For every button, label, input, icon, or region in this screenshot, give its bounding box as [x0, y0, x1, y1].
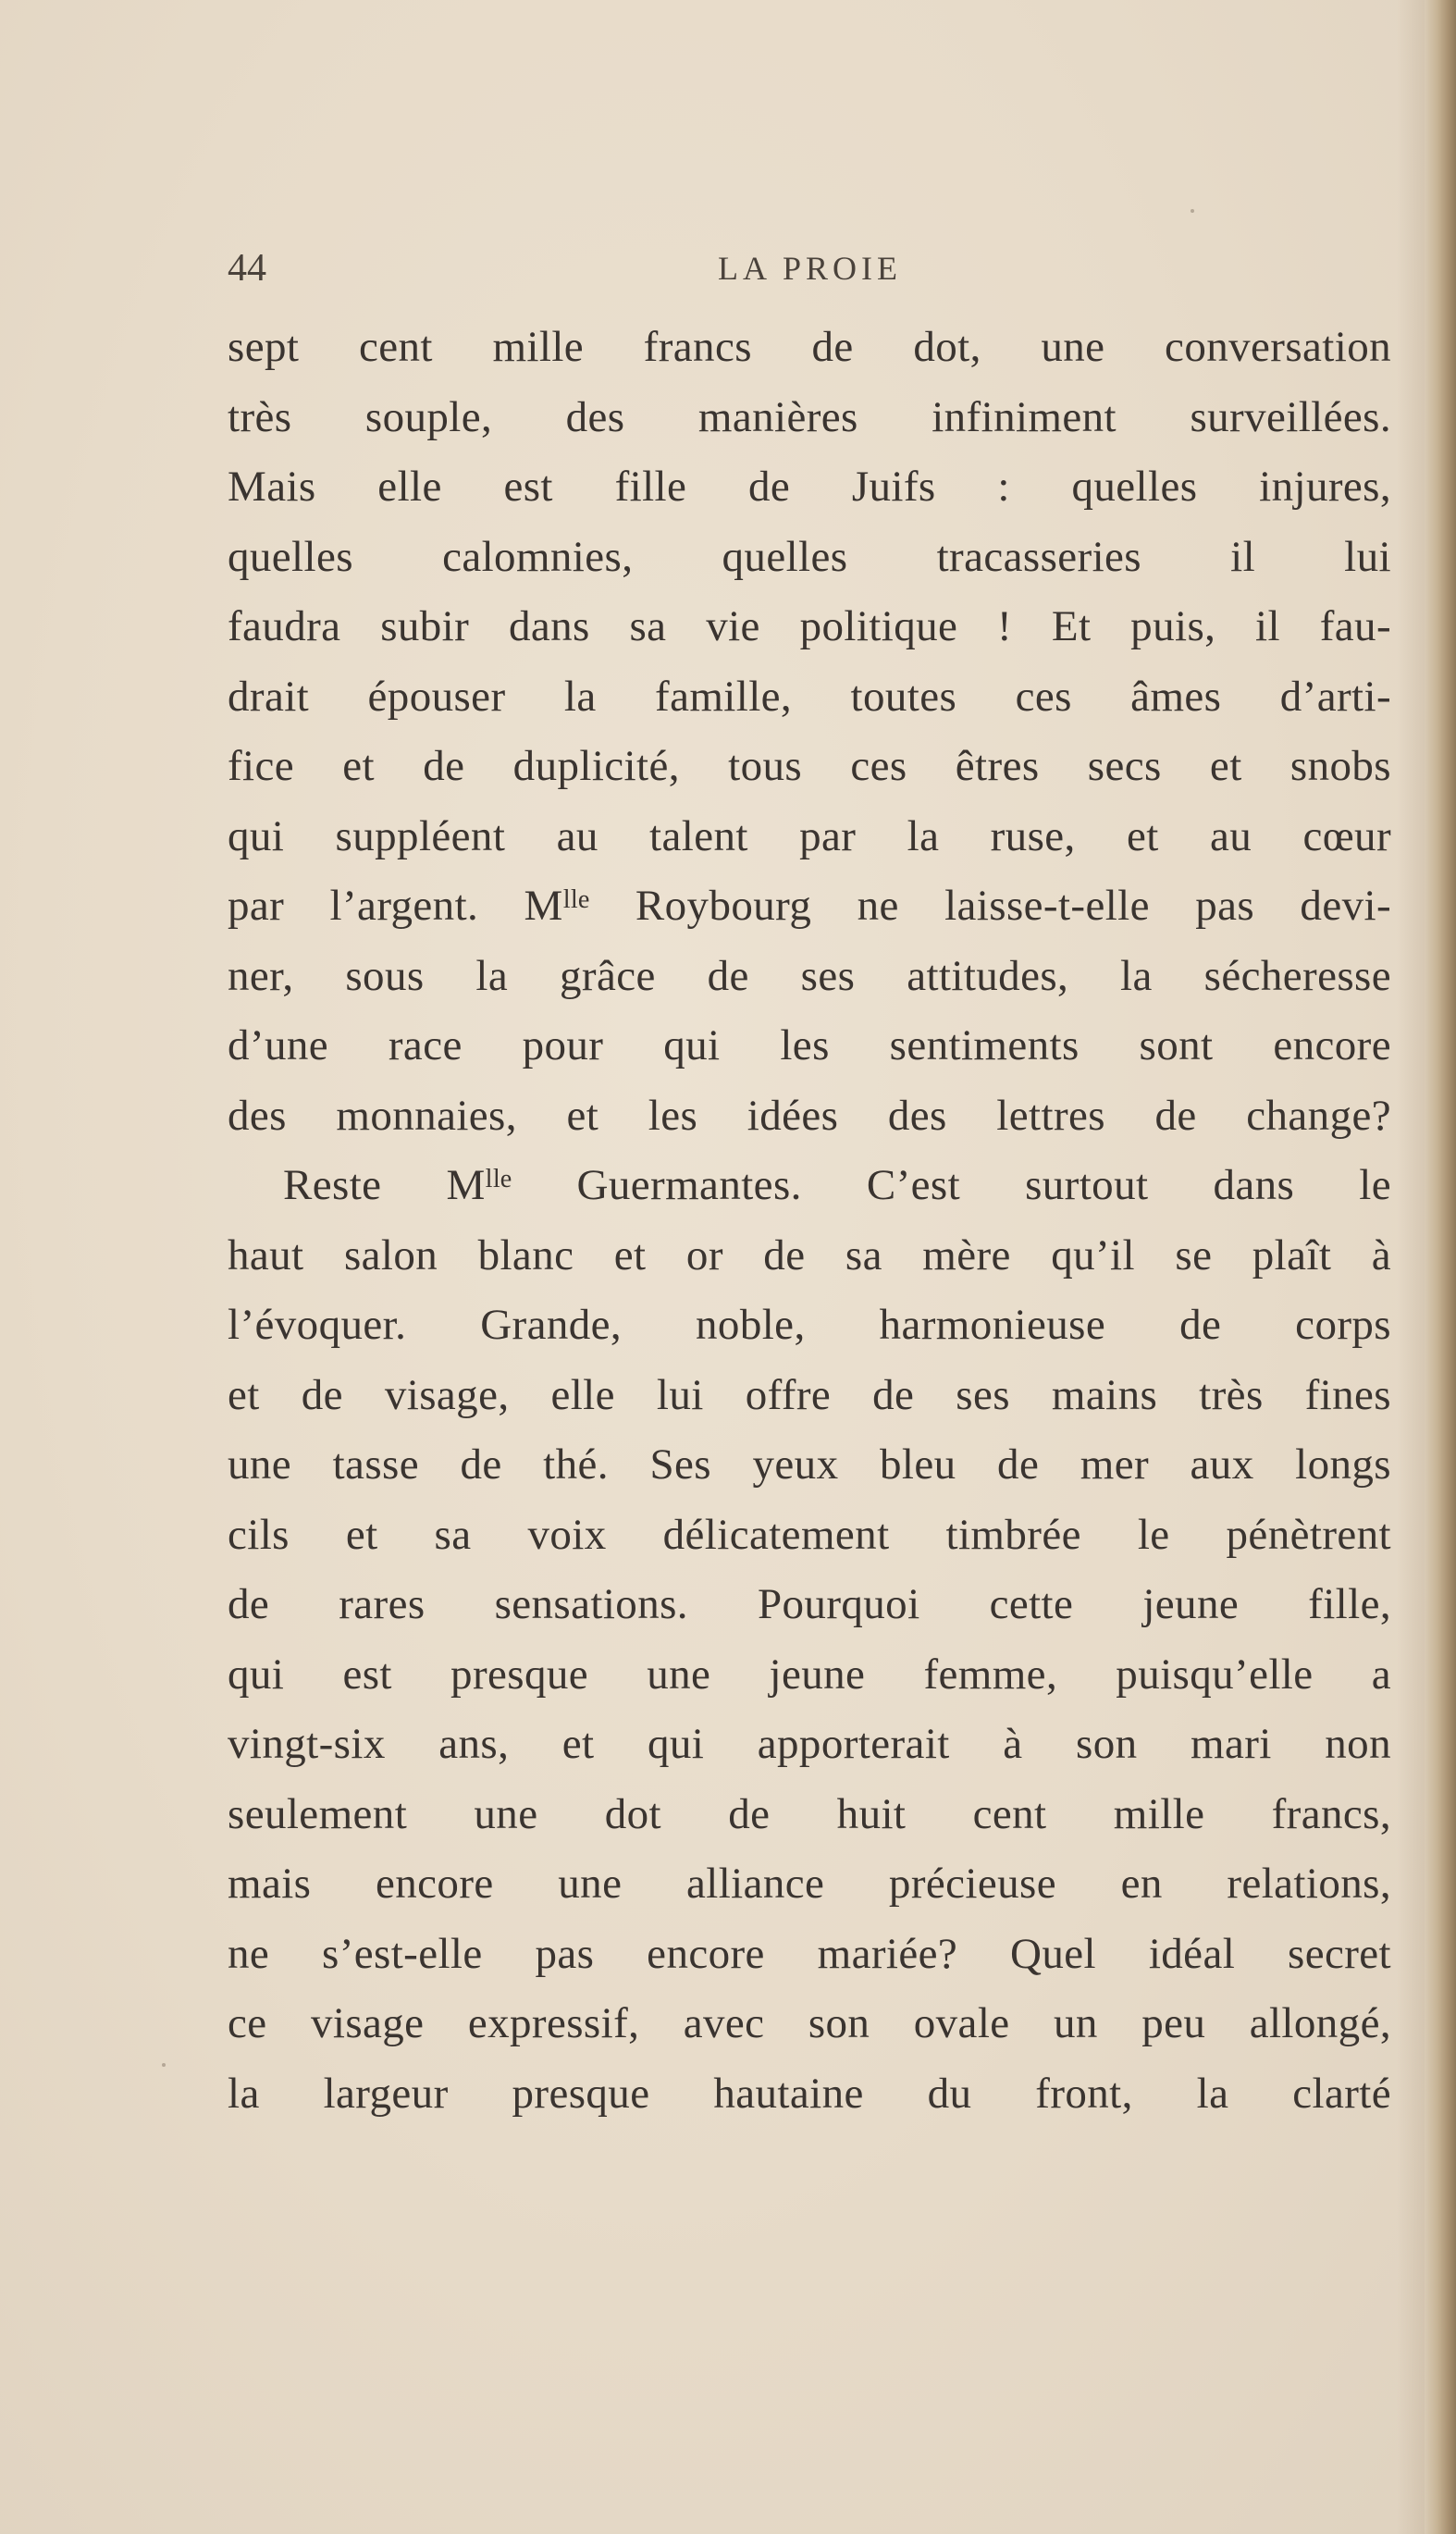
text-line: très souple, des manières infiniment surveillées.: [228, 392, 1391, 441]
page-number: 44: [228, 247, 266, 290]
page-edge: [1425, 0, 1456, 2534]
text-line: cils et sa voix délicatement timbrée le pénètrent: [228, 1510, 1391, 1559]
text-line: la largeur presque hautaine du front, la clarté: [228, 2069, 1391, 2118]
paper-speck: [1191, 209, 1194, 213]
text-line: d’une race pour qui les sentiments sont encore: [228, 1021, 1391, 1069]
body-text: [228, 313, 1391, 2129]
running-title: LA PROIE: [718, 250, 903, 287]
text-line: par l’argent. Mˡˡᵉ Roybourg ne laisse-t-elle pas devi-: [228, 882, 1391, 930]
text-line: une tasse de thé. Ses yeux bleu de mer aux longs: [228, 1440, 1391, 1489]
text-line: des monnaies, et les idées des lettres de change?: [228, 1091, 1391, 1140]
text-line: seulement une dot de huit cent mille francs,: [228, 1789, 1391, 1838]
text-line: ner, sous la grâce de ses attitudes, la sécheresse: [228, 951, 1391, 1000]
text-line: ne s’est-elle pas encore mariée? Quel idéal secret: [228, 1929, 1391, 1978]
text-line: haut salon blanc et or de sa mère qu’il se plaît à: [228, 1230, 1391, 1279]
text-line: sept cent mille francs de dot, une conversation: [228, 323, 1391, 371]
text-line: et de visage, elle lui offre de ses mains très fines: [228, 1370, 1391, 1419]
text-line: vingt-six ans, et qui apporterait à son mari non: [228, 1720, 1391, 1768]
text-line: Reste Mˡˡᵉ Guermantes. C’est surtout dans le: [283, 1161, 1391, 1209]
text-line: ce visage expressif, avec son ovale un peu allongé,: [228, 1999, 1391, 2047]
text-line: Mais elle est fille de Juifs : quelles injures,: [228, 463, 1391, 511]
text-line: drait épouser la famille, toutes ces âmes d’arti-: [228, 672, 1391, 721]
page-header: [228, 242, 1393, 294]
text-line: fice et de duplicité, tous ces êtres secs et snobs: [228, 742, 1391, 790]
text-line: quelles calomnies, quelles tracasseries il lui: [228, 532, 1391, 581]
text-line: de rares sensations. Pourquoi cette jeune fille,: [228, 1580, 1391, 1628]
paper-speck: [1073, 1536, 1076, 1539]
paper-speck: [162, 2063, 166, 2067]
text-line: l’évoquer. Grande, noble, harmonieuse de corps: [228, 1301, 1391, 1349]
text-line: qui est presque une jeune femme, puisqu’elle a: [228, 1650, 1391, 1699]
text-line: faudra subir dans sa vie politique ! Et puis, il fau-: [228, 602, 1391, 650]
text-line: mais encore une alliance précieuse en relations,: [228, 1860, 1391, 1908]
text-line: qui suppléent au talent par la ruse, et au cœur: [228, 811, 1391, 860]
page-gutter-shadow: [1397, 0, 1425, 2534]
